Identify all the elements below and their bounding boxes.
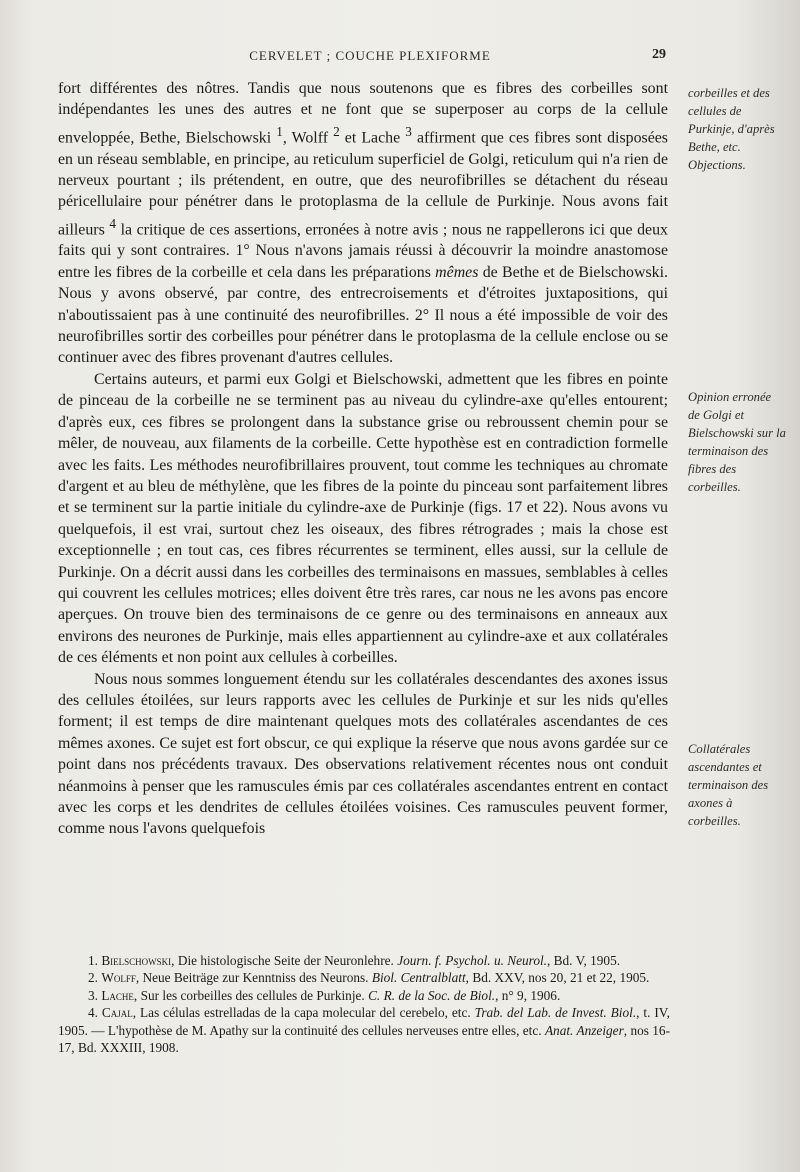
- margin-note-objections: corbeilles et des cellules de Purkinje, d'après Bethe, etc. Objections.: [688, 86, 775, 172]
- footnote-4: [58, 1004, 670, 1056]
- footnote-details: , t. IV, 1905. — L'hypothèse de M. Apathy sur la continuité des cellules nerveuses entre elles, etc.: [58, 1005, 670, 1038]
- emphasis-text: mêmes: [435, 263, 479, 281]
- running-title: CERVELET ; COUCHE PLEXIFORME: [249, 48, 491, 63]
- footnote-author: Wolff,: [101, 970, 140, 986]
- text-segment: fort différentes des nôtres. Tandis que nous soutenons que es fibres des corbeilles sont indépendantes les unes des autres et ne font que se superposer au corps de la cellule enveloppée, Bethe, Bielschowski: [58, 80, 668, 147]
- footnote-details: , n° 9, 1906.: [495, 987, 561, 1003]
- footnotes: [58, 952, 670, 1056]
- text-segment: , Wolff: [282, 129, 334, 147]
- footnote-author: Lache,: [101, 987, 138, 1003]
- footnote-source: Trab. del Lab. de Invest. Biol.: [474, 1005, 637, 1021]
- paragraph-1: [58, 78, 668, 369]
- footnote-number: 3.: [88, 987, 98, 1003]
- footnote-ref-2: 2: [333, 123, 340, 139]
- footnote-number: 2.: [88, 970, 98, 986]
- footnote-2: [58, 969, 670, 986]
- footnote-title: Las células estrelladas de la capa molecular del cerebelo, etc.: [136, 1005, 475, 1021]
- main-text: [58, 78, 668, 840]
- page-number: 29: [652, 47, 666, 62]
- paragraph-2: Certains auteurs, et parmi eux Golgi et Bielschowski, admettent que les fibres en pointe de pinceau de la corbeille ne se terminent pas au niveau du cylindre-axe qu'elles entourent; d'après eux, ces fibres se prolongent dans la substance grise ou rebroussent chemin pour se mêler, de nouveau, aux filaments de la corbeille. Cette hypothèse est en contradiction formelle avec les faits. Les méthodes neurofibrillaires prouvent, tout comme les techniques au chromate d'argent et au bleu de méthylène, que les fibres de la pointe du pinceau sont parfaitement libres et se terminent sur la partie initiale du cylindre-axe de Purkinje (figs. 17 et 22). Nous avons vu quelquefois, il est vrai, surtout chez les oiseaux, des fibres rétrogrades ; mais la chose est exceptionnelle ; en tout cas, ces fibres récurrentes se terminent, elles aussi, sur la cellule de Purkinje. On a décrit aussi dans les corbeilles des terminaisons en massues, semblables à celles qui couvrent les cellules motrices; elles doivent être très rares, car nous ne les avons pas encore aperçues. On trouve bien des terminaisons de ce genre ou des terminaisons en anneaux aux environs des neurones de Purkinje, mais elles appartiennent au cylindre-axe et aux collatérales de ces éléments et non point aux cellules à corbeilles.: [58, 370, 668, 667]
- paragraph-3: Nous nous sommes longuement étendu sur les collatérales descendantes des axones issus des cellules étoilées, sur leurs rapports avec les cellules de Purkinje et sur les nids qu'elles forment; il est temps de dire maintenant quelques mots des collatérales ascendantes de ces mêmes axones. Ce sujet est fort obscur, ce qui explique la réserve que nous avons gardée sur ce point dans nos précédents travaux. Des observations relativement récentes nous ont conduit néanmoins à penser que les ramuscules émis par ces collatérales ascendantes entrent en contact avec les corps et les dendrites de cellules étoilées voisines. Ces ramuscules peuvent former, comme nous l'avons quelquefois: [58, 670, 668, 838]
- footnote-ref-3: 3: [405, 123, 412, 139]
- footnote-number: 1.: [88, 953, 98, 968]
- margin-note-collaterals: Collatérales ascendantes et terminaison des axones à corbeilles.: [688, 742, 769, 828]
- footnote-details: , Bd. V, 1905.: [547, 953, 621, 968]
- footnote-source: Journ. f. Psychol. u. Neurol.: [397, 953, 548, 968]
- footnote-title: Neue Beiträge zur Kenntniss des Neurons.: [139, 970, 372, 986]
- footnote-source: Anat. Anzeiger: [544, 1022, 624, 1038]
- footnote-author: Bielschowski,: [101, 953, 175, 968]
- footnote-source: C. R. de la Soc. de Biol.: [368, 987, 496, 1003]
- footnote-number: 4.: [88, 1005, 98, 1021]
- footnote-details: , Bd. XXV, nos 20, 21 et 22, 1905.: [465, 970, 650, 986]
- footnote-1: [58, 952, 670, 969]
- footnote-source: Biol. Centralblatt: [371, 970, 466, 986]
- footnote-title: Die histologische Seite der Neuronlehre.: [174, 953, 398, 968]
- footnote-title: Sur les corbeilles des cellules de Purkinje.: [137, 987, 369, 1003]
- footnote-3: [58, 987, 670, 1004]
- footnote-author: Cajal,: [101, 1005, 137, 1021]
- margin-note-golgi-opinion: Opinion erronée de Golgi et Bielschowski sur la terminaison des fibres des corbeilles.: [688, 390, 786, 494]
- text-segment: la critique de ces assertions, erronées à notre avis ; nous ne rappellerons ici que deux faits qui y sont contraires. 1° Nous n'avons jamais réussi à découvrir la moindre anastomose entre les fibres de la corbeille et cela dans les préparations: [58, 221, 668, 281]
- text-segment: affirment que ces fibres sont disposées en un réseau semblable, en principe, au reticulum superficiel de Golgi, reticulum qui n'a rien de nerveux pourtant ; ils prétendent, en outre, que des neurofibrilles se détachent du réseau péricellulaire pour pénétrer dans le protoplasma de la cellule de Purkinje. Nous avons fait ailleurs: [58, 129, 668, 239]
- text-segment: de Bethe et de Bielschowski. Nous y avons observé, par contre, des entrecroisements et d'étroites juxtapositions, qui n'aboutissaient pas à une continuité des neurofibrilles. 2° Il nous a été impossible de voir des neurofibrilles sortir des corbeilles pour pénétrer dans le protoplasma de la cellule enclose ou se continuer avec des fibres provenant d'autres cellules.: [58, 263, 668, 367]
- footnote-ref-1: 1: [276, 123, 283, 139]
- text-segment: et Lache: [339, 129, 406, 147]
- footnote-details: , nos 16-17, Bd. XXXIII, 1908.: [58, 1022, 670, 1056]
- footnote-ref-4: 4: [109, 215, 116, 231]
